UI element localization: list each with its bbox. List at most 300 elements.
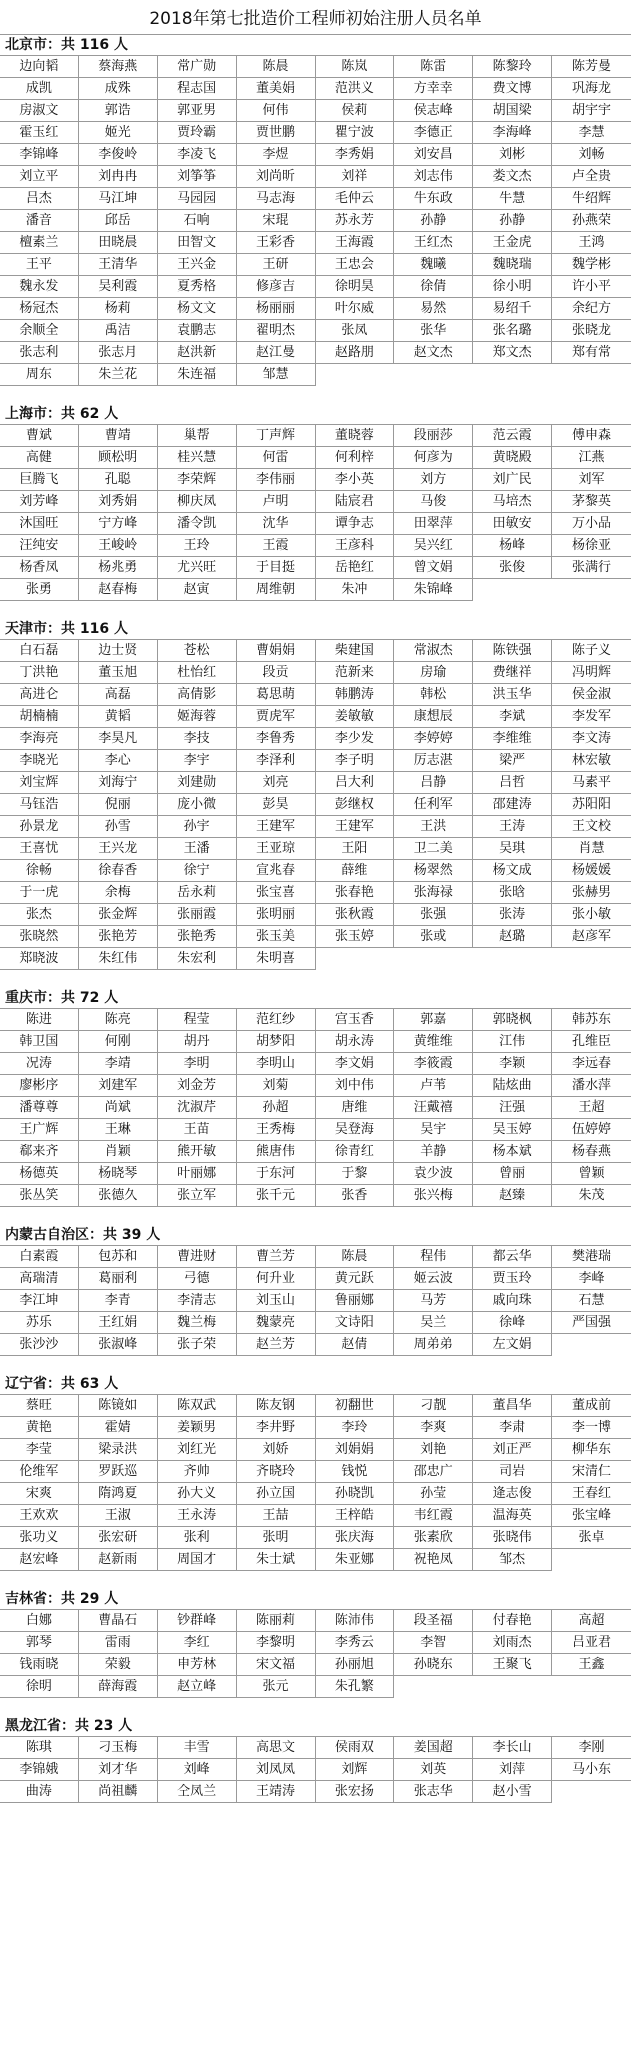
person-name-cell: 王靖涛 xyxy=(237,1781,316,1803)
person-name-cell: 张凤 xyxy=(316,320,395,342)
person-name-cell: 费继祥 xyxy=(473,662,552,684)
section-spacer xyxy=(0,970,631,988)
person-name-cell: 田晓晨 xyxy=(79,232,158,254)
person-name-cell: 况涛 xyxy=(0,1053,79,1075)
person-name-cell: 吴兰 xyxy=(394,1312,473,1334)
person-name-cell: 李昊凡 xyxy=(79,728,158,750)
person-name-cell: 刘亮 xyxy=(237,772,316,794)
person-name-cell: 刘菊 xyxy=(237,1075,316,1097)
person-name-cell: 徐青红 xyxy=(316,1141,395,1163)
person-name-cell: 张香 xyxy=(316,1185,395,1207)
person-name-cell: 高瑞清 xyxy=(0,1268,79,1290)
person-name-cell: 郑有常 xyxy=(552,342,631,364)
person-name-cell: 张志月 xyxy=(79,342,158,364)
person-name-cell: 蔡旺 xyxy=(0,1395,79,1417)
person-name-cell: 刘建军 xyxy=(79,1075,158,1097)
person-name-cell: 宁方峰 xyxy=(79,513,158,535)
person-name-cell: 孙宇 xyxy=(158,816,237,838)
person-name-cell: 张玉美 xyxy=(237,926,316,948)
person-name-cell: 吕哲 xyxy=(473,772,552,794)
person-name-cell: 王阳 xyxy=(316,838,395,860)
person-name-cell: 曾颖 xyxy=(552,1163,631,1185)
person-name-cell: 王建军 xyxy=(316,816,395,838)
person-name-cell: 孙大义 xyxy=(158,1483,237,1505)
person-name-cell: 汪戴禧 xyxy=(394,1097,473,1119)
person-name-cell: 刘玉山 xyxy=(237,1290,316,1312)
person-name-cell: 张华 xyxy=(394,320,473,342)
person-name-cell: 钱悦 xyxy=(316,1461,395,1483)
person-name-cell: 瞿宁波 xyxy=(316,122,395,144)
person-name-cell: 丰雪 xyxy=(158,1737,237,1759)
person-name-cell: 孙莹 xyxy=(394,1483,473,1505)
person-name-cell: 董美娟 xyxy=(237,78,316,100)
person-name-cell: 柳庆凤 xyxy=(158,491,237,513)
person-name-cell: 李慧 xyxy=(552,122,631,144)
section-heading: 上海市：共 62 人 xyxy=(0,404,631,425)
person-name-cell: 邹慧 xyxy=(237,364,316,386)
person-name-cell: 李清志 xyxy=(158,1290,237,1312)
person-name-cell: 万小品 xyxy=(552,513,631,535)
person-name-cell: 赵璐 xyxy=(473,926,552,948)
person-name-cell: 王秀梅 xyxy=(237,1119,316,1141)
person-name-cell: 郭晓枫 xyxy=(473,1009,552,1031)
person-name-cell: 朱兰花 xyxy=(79,364,158,386)
person-name-cell: 李婷婷 xyxy=(394,728,473,750)
person-name-cell: 王超 xyxy=(552,1097,631,1119)
person-name-cell: 王峻岭 xyxy=(79,535,158,557)
person-name-cell: 高健 xyxy=(0,447,79,469)
person-name-cell: 刘才华 xyxy=(79,1759,158,1781)
person-name-cell: 王洪 xyxy=(394,816,473,838)
province-section xyxy=(0,1589,631,1716)
person-name-cell: 张庆海 xyxy=(316,1527,395,1549)
person-name-cell: 王涛 xyxy=(473,816,552,838)
person-name-cell: 孙丽旭 xyxy=(316,1654,395,1676)
person-name-cell: 高思文 xyxy=(237,1737,316,1759)
person-name-cell: 李俊岭 xyxy=(79,144,158,166)
person-name-cell: 段丽莎 xyxy=(394,425,473,447)
person-name-cell: 朱锦峰 xyxy=(394,579,473,601)
person-name-cell: 李文涛 xyxy=(552,728,631,750)
person-name-cell: 王琳 xyxy=(79,1119,158,1141)
person-name-cell: 王梓皓 xyxy=(316,1505,395,1527)
person-name-cell: 余纪方 xyxy=(552,298,631,320)
person-name-cell: 陈双武 xyxy=(158,1395,237,1417)
person-name-cell: 伦维军 xyxy=(0,1461,79,1483)
person-name-cell: 白娜 xyxy=(0,1610,79,1632)
person-name-cell: 赵洪新 xyxy=(158,342,237,364)
person-name-cell: 杨文文 xyxy=(158,298,237,320)
person-name-cell: 徐峰 xyxy=(473,1312,552,1334)
province-section xyxy=(0,988,631,1225)
person-name-cell: 徐明 xyxy=(0,1676,79,1698)
person-name-cell: 曾文娟 xyxy=(394,557,473,579)
person-name-cell: 刘中伟 xyxy=(316,1075,395,1097)
person-name-cell: 孙静 xyxy=(473,210,552,232)
person-name-cell: 张元 xyxy=(237,1676,316,1698)
person-name-cell: 杨文成 xyxy=(473,860,552,882)
person-name-cell: 梁严 xyxy=(473,750,552,772)
person-name-cell: 何彦为 xyxy=(394,447,473,469)
person-name-cell: 曹娟娟 xyxy=(237,640,316,662)
person-name-cell: 李靖 xyxy=(79,1053,158,1075)
person-name-cell: 宋琨 xyxy=(237,210,316,232)
person-name-cell: 陈雷 xyxy=(394,56,473,78)
person-name-cell: 杨德英 xyxy=(0,1163,79,1185)
person-name-cell: 何伟 xyxy=(237,100,316,122)
person-name-cell: 高倩影 xyxy=(158,684,237,706)
person-name-cell: 沐国旺 xyxy=(0,513,79,535)
person-name-cell: 吴玉婷 xyxy=(473,1119,552,1141)
person-name-cell: 张功义 xyxy=(0,1527,79,1549)
person-name-cell: 檀素兰 xyxy=(0,232,79,254)
person-name-cell: 张海禄 xyxy=(394,882,473,904)
person-name-cell: 曹兰芳 xyxy=(237,1246,316,1268)
person-name-cell: 杨晓琴 xyxy=(79,1163,158,1185)
person-name-cell: 潘令凯 xyxy=(158,513,237,535)
person-name-cell: 郭嘉 xyxy=(394,1009,473,1031)
person-name-cell: 赵臻 xyxy=(473,1185,552,1207)
person-name-cell: 张晓然 xyxy=(0,926,79,948)
name-grid xyxy=(0,1009,631,1207)
person-name-cell: 洪玉华 xyxy=(473,684,552,706)
person-name-cell: 徐倩 xyxy=(394,276,473,298)
person-name-cell: 宫玉香 xyxy=(316,1009,395,1031)
person-name-cell: 李玲 xyxy=(316,1417,395,1439)
person-name-cell: 魏学彬 xyxy=(552,254,631,276)
person-name-cell: 于目挺 xyxy=(237,557,316,579)
person-name-cell: 陈岚 xyxy=(316,56,395,78)
person-name-cell: 初翻世 xyxy=(316,1395,395,1417)
person-name-cell: 侯雨双 xyxy=(316,1737,395,1759)
person-name-cell: 李小英 xyxy=(316,469,395,491)
person-name-cell: 丁声辉 xyxy=(237,425,316,447)
person-name-cell: 郭诰 xyxy=(79,100,158,122)
person-name-cell: 潘水萍 xyxy=(552,1075,631,1097)
person-name-cell: 周东 xyxy=(0,364,79,386)
person-name-cell: 齐晓玲 xyxy=(237,1461,316,1483)
person-name-cell: 苏乐 xyxy=(0,1312,79,1334)
person-name-cell: 祝艳凤 xyxy=(394,1549,473,1571)
person-name-cell: 何雷 xyxy=(237,447,316,469)
person-name-cell: 胡宇宇 xyxy=(552,100,631,122)
person-name-cell: 朱明喜 xyxy=(237,948,316,970)
person-name-cell: 王欢欢 xyxy=(0,1505,79,1527)
person-name-cell: 何利梓 xyxy=(316,447,395,469)
section-spacer xyxy=(0,1698,631,1716)
person-name-cell: 朱孔繁 xyxy=(316,1676,395,1698)
person-name-cell: 刘方 xyxy=(394,469,473,491)
section-spacer xyxy=(0,386,631,404)
person-name-cell: 夏秀格 xyxy=(158,276,237,298)
person-name-cell: 霍婧 xyxy=(79,1417,158,1439)
person-name-cell: 张春艳 xyxy=(316,882,395,904)
person-name-cell: 张兴梅 xyxy=(394,1185,473,1207)
person-name-cell: 刘娇 xyxy=(237,1439,316,1461)
person-name-cell: 尚祖麟 xyxy=(79,1781,158,1803)
person-name-cell: 唐维 xyxy=(316,1097,395,1119)
person-name-cell: 王广辉 xyxy=(0,1119,79,1141)
person-name-cell: 刘萍 xyxy=(473,1759,552,1781)
section-spacer xyxy=(0,1207,631,1225)
person-name-cell: 李海峰 xyxy=(473,122,552,144)
person-name-cell: 张艳秀 xyxy=(158,926,237,948)
person-name-cell: 胡国梁 xyxy=(473,100,552,122)
person-name-cell: 陆宸君 xyxy=(316,491,395,513)
person-name-cell: 赵倩 xyxy=(316,1334,395,1356)
person-name-cell: 李筱霞 xyxy=(394,1053,473,1075)
person-name-cell: 茅黎英 xyxy=(552,491,631,513)
person-name-cell: 苍松 xyxy=(158,640,237,662)
name-grid xyxy=(0,1246,631,1356)
person-name-cell: 刘军 xyxy=(552,469,631,491)
person-name-cell: 李晓光 xyxy=(0,750,79,772)
person-name-cell: 姬云波 xyxy=(394,1268,473,1290)
name-grid xyxy=(0,1395,631,1571)
person-name-cell: 张艳芳 xyxy=(79,926,158,948)
person-name-cell: 肖颖 xyxy=(79,1141,158,1163)
person-name-cell: 梁录洪 xyxy=(79,1439,158,1461)
section-spacer xyxy=(0,601,631,619)
person-name-cell: 马园园 xyxy=(158,188,237,210)
person-name-cell: 卢全贵 xyxy=(552,166,631,188)
province-section xyxy=(0,619,631,988)
person-name-cell: 卫二美 xyxy=(394,838,473,860)
person-name-cell: 李颖 xyxy=(473,1053,552,1075)
person-name-cell: 罗跃巡 xyxy=(79,1461,158,1483)
person-name-cell: 徐畅 xyxy=(0,860,79,882)
person-name-cell: 张秋霞 xyxy=(316,904,395,926)
person-name-cell: 曹靖 xyxy=(79,425,158,447)
person-name-cell: 郑文杰 xyxy=(473,342,552,364)
person-name-cell: 胡永涛 xyxy=(316,1031,395,1053)
person-name-cell: 马培杰 xyxy=(473,491,552,513)
person-name-cell: 陈琪 xyxy=(0,1737,79,1759)
person-name-cell: 刘金芳 xyxy=(158,1075,237,1097)
person-name-cell: 张晗 xyxy=(473,882,552,904)
person-name-cell: 张名璐 xyxy=(473,320,552,342)
person-name-cell: 董成前 xyxy=(552,1395,631,1417)
person-name-cell: 贾玉玲 xyxy=(473,1268,552,1290)
person-name-cell: 郭琴 xyxy=(0,1632,79,1654)
person-name-cell: 王永涛 xyxy=(158,1505,237,1527)
person-name-cell: 王鑫 xyxy=(552,1654,631,1676)
person-name-cell: 张晓龙 xyxy=(552,320,631,342)
person-name-cell: 孙超 xyxy=(237,1097,316,1119)
person-name-cell: 王兴龙 xyxy=(79,838,158,860)
province-section xyxy=(0,1716,631,1821)
person-name-cell: 王喆 xyxy=(237,1505,316,1527)
person-name-cell: 赵彦军 xyxy=(552,926,631,948)
person-name-cell: 张卓 xyxy=(552,1527,631,1549)
person-name-cell: 曹晶石 xyxy=(79,1610,158,1632)
person-name-cell: 陈子义 xyxy=(552,640,631,662)
person-name-cell: 李煜 xyxy=(237,144,316,166)
person-name-cell: 吴琪 xyxy=(473,838,552,860)
person-name-cell: 高进仑 xyxy=(0,684,79,706)
person-name-cell: 张赫男 xyxy=(552,882,631,904)
person-name-cell: 李肃 xyxy=(473,1417,552,1439)
person-name-cell: 魏晓瑞 xyxy=(473,254,552,276)
person-name-cell: 张晓伟 xyxy=(473,1527,552,1549)
person-name-cell: 孙景龙 xyxy=(0,816,79,838)
person-name-cell: 张玉婷 xyxy=(316,926,395,948)
person-name-cell: 韩松 xyxy=(394,684,473,706)
person-name-cell: 郑晓波 xyxy=(0,948,79,970)
person-name-cell: 李斌 xyxy=(473,706,552,728)
person-name-cell: 沈淑芹 xyxy=(158,1097,237,1119)
person-name-cell: 段圣福 xyxy=(394,1610,473,1632)
person-name-cell: 赵兰芳 xyxy=(237,1334,316,1356)
person-name-cell: 葛思萌 xyxy=(237,684,316,706)
person-name-cell: 李莹 xyxy=(0,1439,79,1461)
person-name-cell: 常淑杰 xyxy=(394,640,473,662)
person-name-cell: 申芳林 xyxy=(158,1654,237,1676)
person-name-cell: 侯金淑 xyxy=(552,684,631,706)
person-name-cell: 刘艳 xyxy=(394,1439,473,1461)
person-name-cell: 李宇 xyxy=(158,750,237,772)
person-name-cell: 马素平 xyxy=(552,772,631,794)
person-name-cell: 房淑文 xyxy=(0,100,79,122)
person-name-cell: 陈黎玲 xyxy=(473,56,552,78)
person-name-cell: 张子荣 xyxy=(158,1334,237,1356)
province-section xyxy=(0,35,631,404)
person-name-cell: 彭昊 xyxy=(237,794,316,816)
person-name-cell: 李秀云 xyxy=(316,1632,395,1654)
person-name-cell: 伍婷婷 xyxy=(552,1119,631,1141)
person-name-cell: 贾世鹏 xyxy=(237,122,316,144)
person-name-cell: 郭亚男 xyxy=(158,100,237,122)
person-name-cell: 姜敏敏 xyxy=(316,706,395,728)
person-name-cell: 刘正严 xyxy=(473,1439,552,1461)
person-name-cell: 张金辉 xyxy=(79,904,158,926)
person-name-cell: 刘英 xyxy=(394,1759,473,1781)
section-heading: 天津市：共 116 人 xyxy=(0,619,631,640)
person-name-cell: 潘尊尊 xyxy=(0,1097,79,1119)
person-name-cell: 胡楠楠 xyxy=(0,706,79,728)
person-name-cell: 谭争志 xyxy=(316,513,395,535)
person-name-cell: 朱冲 xyxy=(316,579,395,601)
person-name-cell: 葛丽利 xyxy=(79,1268,158,1290)
person-name-cell: 孙燕荣 xyxy=(552,210,631,232)
person-name-cell: 牛绍辉 xyxy=(552,188,631,210)
person-name-cell: 江燕 xyxy=(552,447,631,469)
person-name-cell: 高磊 xyxy=(79,684,158,706)
person-name-cell: 成殊 xyxy=(79,78,158,100)
person-name-cell: 岳艳红 xyxy=(316,557,395,579)
person-name-cell: 李明山 xyxy=(237,1053,316,1075)
person-name-cell: 魏兰梅 xyxy=(158,1312,237,1334)
person-name-cell: 张涛 xyxy=(473,904,552,926)
person-name-cell: 陈进 xyxy=(0,1009,79,1031)
person-name-cell: 都云华 xyxy=(473,1246,552,1268)
person-name-cell: 范洪义 xyxy=(316,78,395,100)
person-name-cell: 马江坤 xyxy=(79,188,158,210)
person-name-cell: 曲涛 xyxy=(0,1781,79,1803)
person-name-cell: 姬光 xyxy=(79,122,158,144)
name-grid xyxy=(0,56,631,386)
person-name-cell: 逄志俊 xyxy=(473,1483,552,1505)
person-name-cell: 边士贤 xyxy=(79,640,158,662)
person-name-cell: 李刚 xyxy=(552,1737,631,1759)
person-name-cell: 林宏敏 xyxy=(552,750,631,772)
person-name-cell: 袁鹏志 xyxy=(158,320,237,342)
person-name-cell: 邱岳 xyxy=(79,210,158,232)
person-name-cell: 王清华 xyxy=(79,254,158,276)
person-name-cell: 娄文杰 xyxy=(473,166,552,188)
person-name-cell: 宋清仁 xyxy=(552,1461,631,1483)
person-name-cell: 张明 xyxy=(237,1527,316,1549)
person-name-cell: 边向韬 xyxy=(0,56,79,78)
page-title: 2018年第七批造价工程师初始注册人员名单 xyxy=(0,0,631,35)
person-name-cell: 刘志伟 xyxy=(394,166,473,188)
person-name-cell: 赵文杰 xyxy=(394,342,473,364)
person-name-cell: 牛慧 xyxy=(473,188,552,210)
person-name-cell: 陈镜如 xyxy=(79,1395,158,1417)
person-name-cell: 刘娟娟 xyxy=(316,1439,395,1461)
person-name-cell: 钞群峰 xyxy=(158,1610,237,1632)
person-name-cell: 王聚飞 xyxy=(473,1654,552,1676)
person-name-cell: 韦红霞 xyxy=(394,1505,473,1527)
person-name-cell: 韩鹏涛 xyxy=(316,684,395,706)
person-name-cell: 李黎明 xyxy=(237,1632,316,1654)
person-name-cell: 王红娟 xyxy=(79,1312,158,1334)
person-name-cell: 郗来齐 xyxy=(0,1141,79,1163)
person-name-cell: 戚向珠 xyxy=(473,1290,552,1312)
person-name-cell: 赵寅 xyxy=(158,579,237,601)
person-name-cell: 胡梦阳 xyxy=(237,1031,316,1053)
person-name-cell: 胡丹 xyxy=(158,1031,237,1053)
person-name-cell: 张立军 xyxy=(158,1185,237,1207)
person-name-cell: 汪纯安 xyxy=(0,535,79,557)
person-name-cell: 杨春燕 xyxy=(552,1141,631,1163)
person-name-cell: 王红杰 xyxy=(394,232,473,254)
person-name-cell: 陈亮 xyxy=(79,1009,158,1031)
person-name-cell: 段贡 xyxy=(237,662,316,684)
person-name-cell: 吕静 xyxy=(394,772,473,794)
person-name-cell: 赵江曼 xyxy=(237,342,316,364)
person-name-cell: 于东河 xyxy=(237,1163,316,1185)
person-name-cell: 张丽霞 xyxy=(158,904,237,926)
person-name-cell: 任利军 xyxy=(394,794,473,816)
person-name-cell: 吴宇 xyxy=(394,1119,473,1141)
person-name-cell: 田智文 xyxy=(158,232,237,254)
person-name-cell: 修彦吉 xyxy=(237,276,316,298)
person-name-cell: 易绍千 xyxy=(473,298,552,320)
person-name-cell: 邹杰 xyxy=(473,1549,552,1571)
person-name-cell: 张德久 xyxy=(79,1185,158,1207)
person-name-cell: 张宏研 xyxy=(79,1527,158,1549)
person-name-cell: 王文校 xyxy=(552,816,631,838)
person-name-cell: 倪丽 xyxy=(79,794,158,816)
person-name-cell: 杨莉 xyxy=(79,298,158,320)
person-name-cell: 范新来 xyxy=(316,662,395,684)
person-name-cell: 张宏扬 xyxy=(316,1781,395,1803)
person-name-cell: 费文博 xyxy=(473,78,552,100)
person-name-cell: 王彩香 xyxy=(237,232,316,254)
person-name-cell: 房瑜 xyxy=(394,662,473,684)
person-name-cell: 杨徐亚 xyxy=(552,535,631,557)
person-name-cell: 董昌华 xyxy=(473,1395,552,1417)
person-name-cell: 马俊 xyxy=(394,491,473,513)
person-name-cell: 彭继权 xyxy=(316,794,395,816)
person-name-cell: 司岩 xyxy=(473,1461,552,1483)
person-name-cell: 徐春香 xyxy=(79,860,158,882)
person-name-cell: 王研 xyxy=(237,254,316,276)
person-name-cell: 张素欣 xyxy=(394,1527,473,1549)
person-name-cell: 姬海蓉 xyxy=(158,706,237,728)
person-name-cell: 范云霞 xyxy=(473,425,552,447)
